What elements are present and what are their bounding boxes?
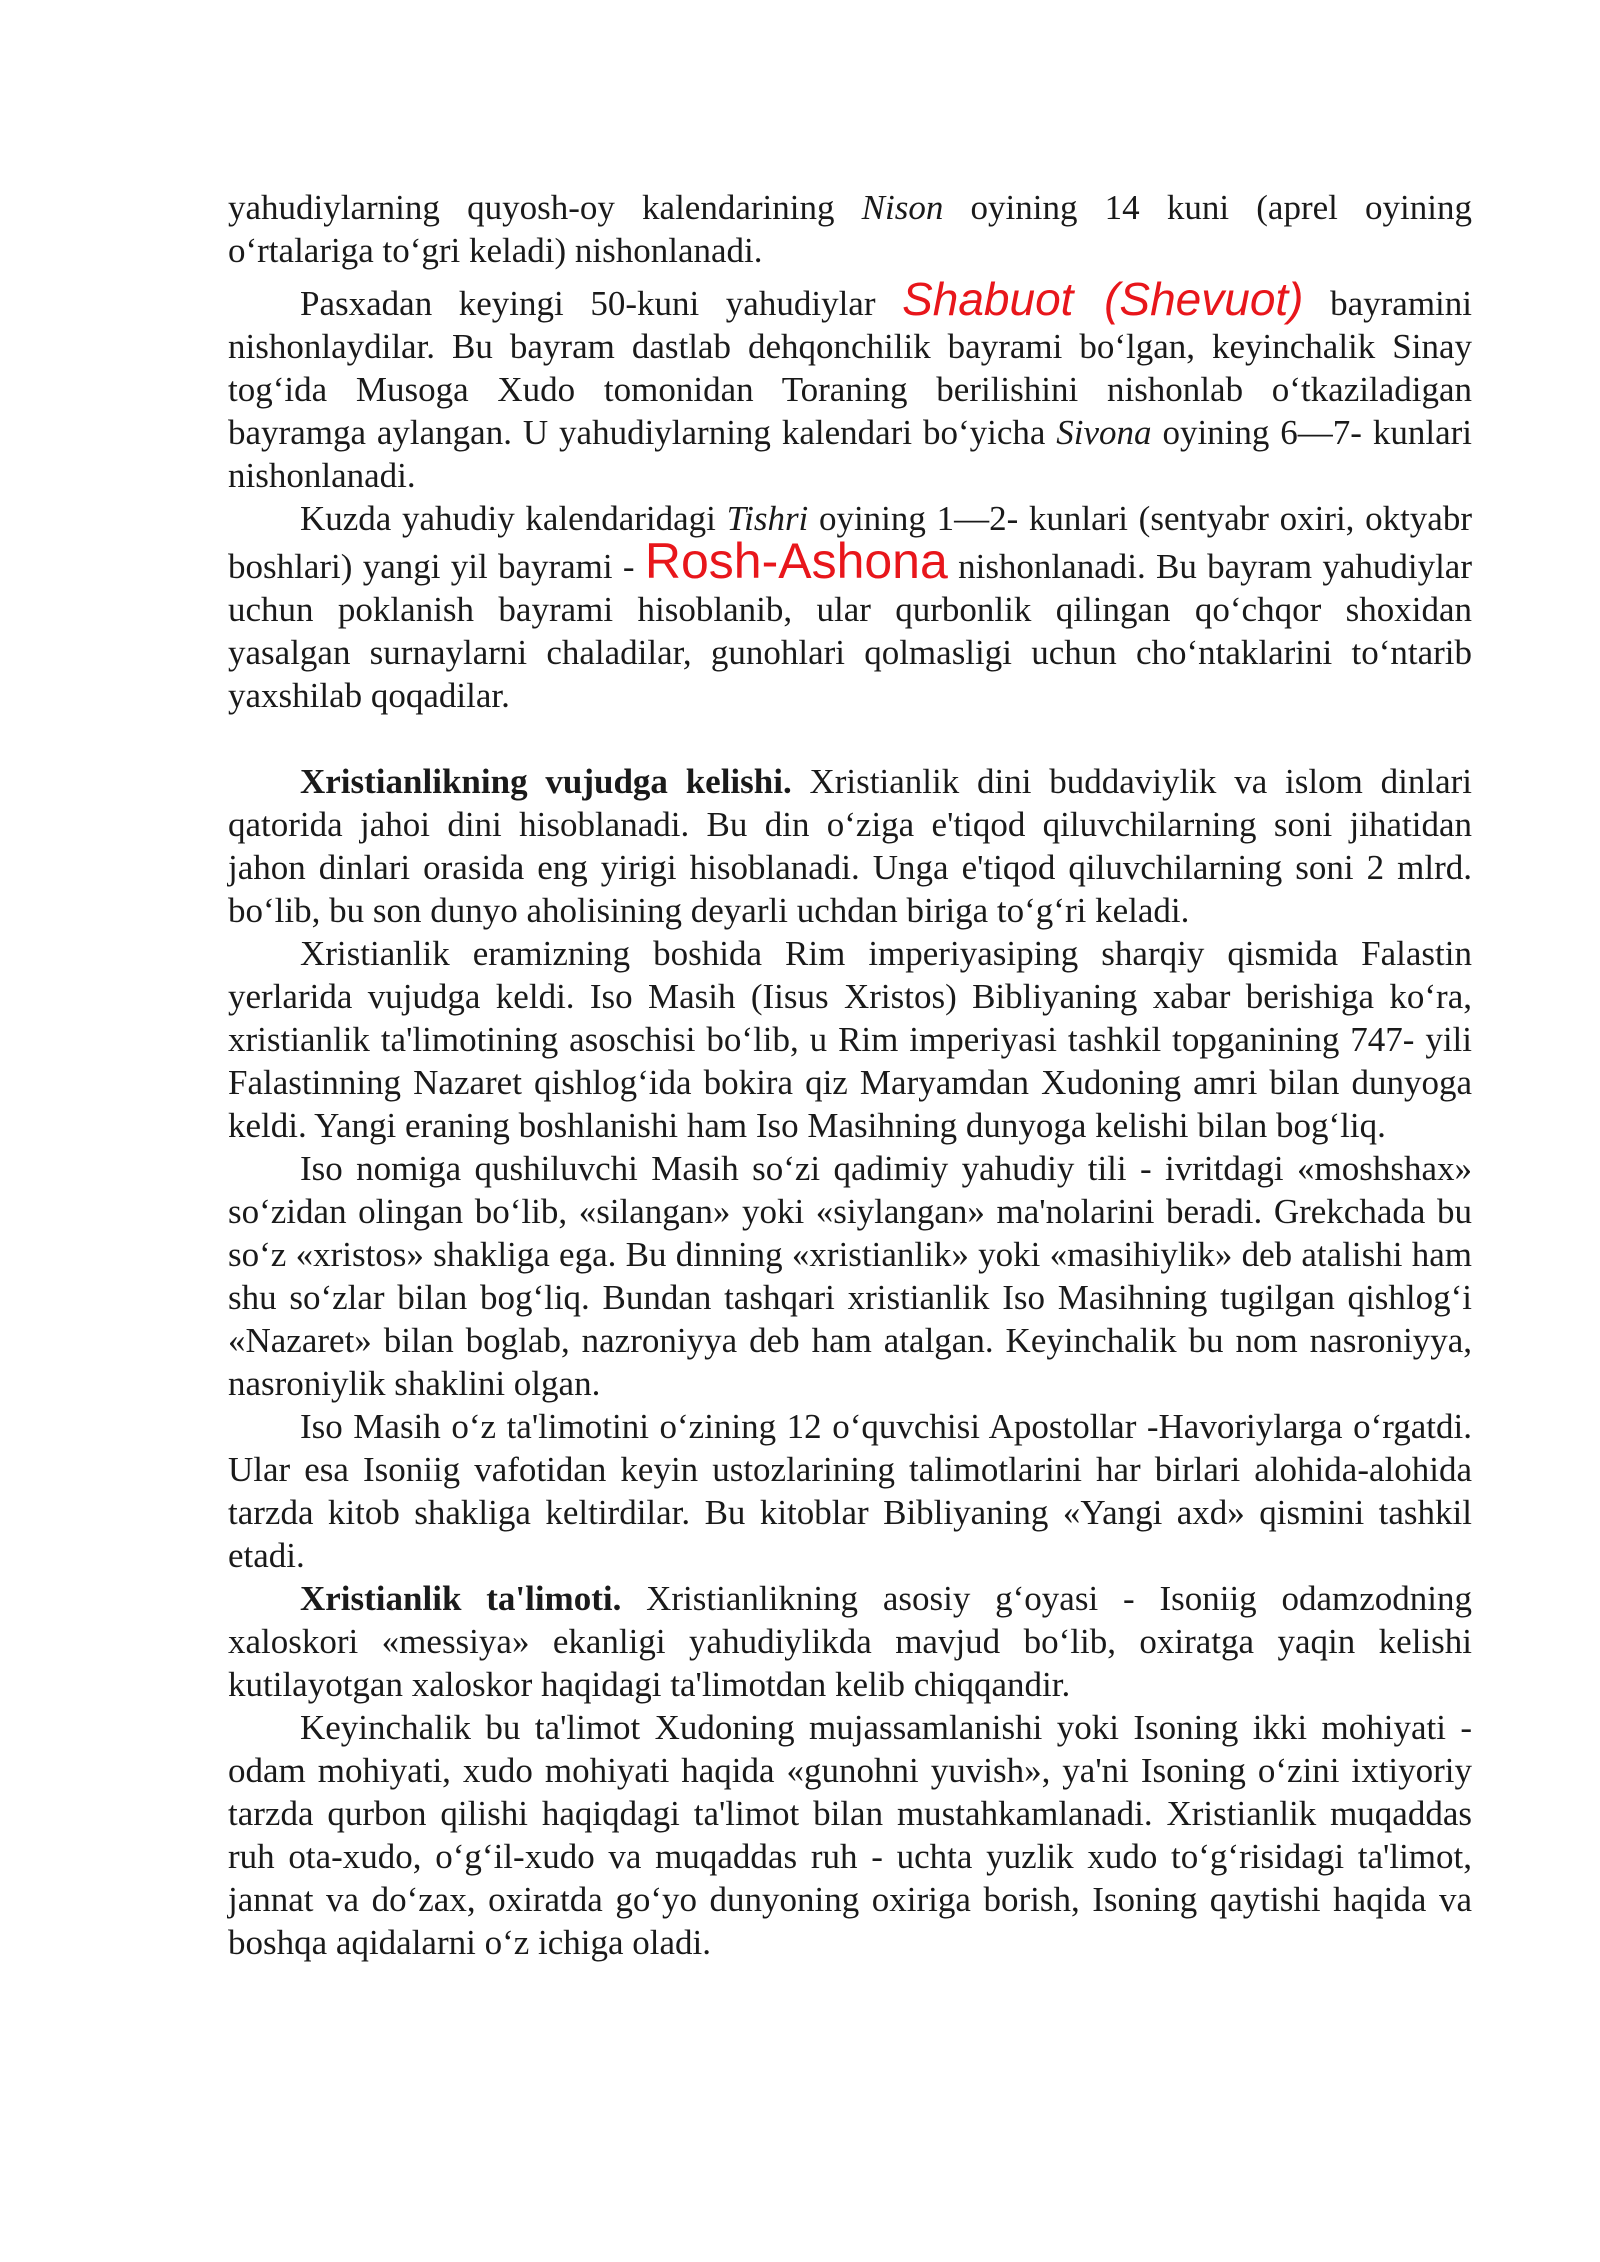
paragraph-rosh-ashona: [228, 497, 1472, 717]
month-name: Tishri: [726, 499, 809, 538]
paragraph-nison: [228, 186, 1472, 272]
paragraph-trinity: Keyinchalik bu ta'limot Xudoning mujassamlanishi yoki Isoning ikki mohiyati - odam mohiyati, xudo mohiyati haqida «gunohni yuvish», ya'ni Isoning o‘zini ixtiyoriy tarzda qurbon qilishi haqiqdagi ta'limot bilan mustahkamlanadi. Xristianlik muqaddas ruh ota-xudo, o‘g‘il-xudo va muqaddas ruh - uchta yuzlik xudo to‘g‘risidagi ta'limot, jannat va do‘zax, oxiratda go‘yo dunyoning oxiriga borish, Isoning qaytishi haqida va boshqa aqidalarni o‘z ichiga oladi.: [228, 1708, 1472, 1962]
paragraph-christian-teaching: [228, 1577, 1472, 1706]
paragraph-christianity-origin: [228, 760, 1472, 932]
text-span: Xristianlik dini buddaviylik va islom dinlari qatorida jahoi dini hisoblanadi. Bu din o‘ziga e'tiqod qiluvchilarning soni jihatidan jahon dinlari orasida eng yirigi hisoblanadi. Unga e'tiqod qiluvchilarning soni 2 mlrd. bo‘lib, bu son dunyo aholisining deyarli uchdan biriga to‘g‘ri keladi.: [228, 762, 1472, 930]
text-span: oyining 14 kuni (aprel oyining o‘rtalariga to‘gri keladi) nishonlanadi.: [228, 188, 1472, 270]
document-page: [228, 186, 1472, 1964]
holiday-highlight: Shabuot (Shevuot): [902, 273, 1304, 325]
text-span: oyining 6—7- kunlari nishonlanadi.: [228, 413, 1473, 495]
text-span: bayramini nishonlaydilar. Bu bayram dastlab dehqonchilik bayrami bo‘lgan, keyinchalik Sinay tog‘ida Musoga Xudo tomonidan Toraning berilishini nishonlab o‘tkaziladigan bayramga aylangan. U yahudiylarning kalendari bo‘yicha: [228, 284, 1472, 452]
section-heading: Xristianlikning vujudga kelishi.: [300, 762, 792, 801]
text-span: Kuzda yahudiy kalendaridagi: [300, 499, 727, 538]
text-span: Pasxadan keyingi 50-kuni yahudiylar: [300, 284, 903, 323]
text-span: Xristianlikning asosiy g‘oyasi - Isoniig odamzodning xaloskori «messiya» ekanligi yahudiylikda mavjud bo‘lib, oxiratga yaqin kelishi kutilayotgan xaloskor haqidagi ta'limotdan kelib chiqqandir.: [228, 1579, 1472, 1704]
month-name: Nison: [861, 188, 944, 227]
paragraph-rome-origin: Xristianlik eramizning boshida Rim imperiyasiping sharqiy qismida Falastin yerlarida vujudga keldi. Iso Masih (Iisus Xristos) Bibliyaning xabar berishiga ko‘ra, xristianlik ta'limotining asoschisi bo‘lib, u Rim imperiyasi tashkil topganining 747- yili Falastinning Nazaret qishlog‘ida bokira qiz Maryamdan Xudoning amri bilan dunyoga keldi. Yangi eraning boshlanishi ham Iso Masihning dunyoga kelishi bilan bog‘liq.: [228, 934, 1472, 1145]
holiday-highlight: Rosh-Ashona: [644, 533, 948, 589]
paragraph-apostles: Iso Masih o‘z ta'limotini o‘zining 12 o‘quvchisi Apostollar -Havoriylarga o‘rgatdi. Ular esa Isoniig vafotidan keyin ustozlarining talimotlarini har birlari alohida-alohida tarzda kitob shakliga keltirdilar. Bu kitoblar Bibliyaning «Yangi axd» qismini tashkil etadi.: [228, 1407, 1472, 1575]
text-span: oyining 1—2- kunlari (sentyabr oxiri, oktyabr boshlari) yangi yil bayrami -: [228, 499, 1472, 586]
paragraph-shabuot: [228, 273, 1473, 497]
paragraph-masih-word: Iso nomiga qushiluvchi Masih so‘zi qadimiy yahudiy tili - ivritdagi «moshshax» so‘zidan olingan bo‘lib, «silangan» yoki «siylangan» ma'nolarini beradi. Grekchada bu so‘z «xristos» shakliga ega. Bu dinning «xristianlik» yoki «masihiylik» deb atalishi ham shu so‘zlar bilan bog‘liq. Bundan tashqari xristianlik Iso Masihning tugilgan qishlog‘i «Nazaret» bilan boglab, nazroniyya deb ham atalgan. Keyinchalik bu nom nasroniyya, nasroniylik shaklini olgan.: [228, 1149, 1472, 1403]
paragraph-gap: [228, 717, 1472, 760]
text-span: nishonlanadi. Bu bayram yahudiylar uchun poklanish bayrami hisoblanib, ular qurbonlik qilingan qo‘chqor shoxidan yasalgan surnaylarni chaladilar, gunohlari qolmasligi uchun cho‘ntaklarini to‘ntarib yaxshilab qoqadilar.: [228, 547, 1472, 715]
text-span: yahudiylarning quyosh-oy kalendarining: [228, 188, 862, 227]
month-name: Sivona: [1056, 413, 1152, 452]
section-heading: Xristianlik ta'limoti.: [300, 1579, 622, 1618]
